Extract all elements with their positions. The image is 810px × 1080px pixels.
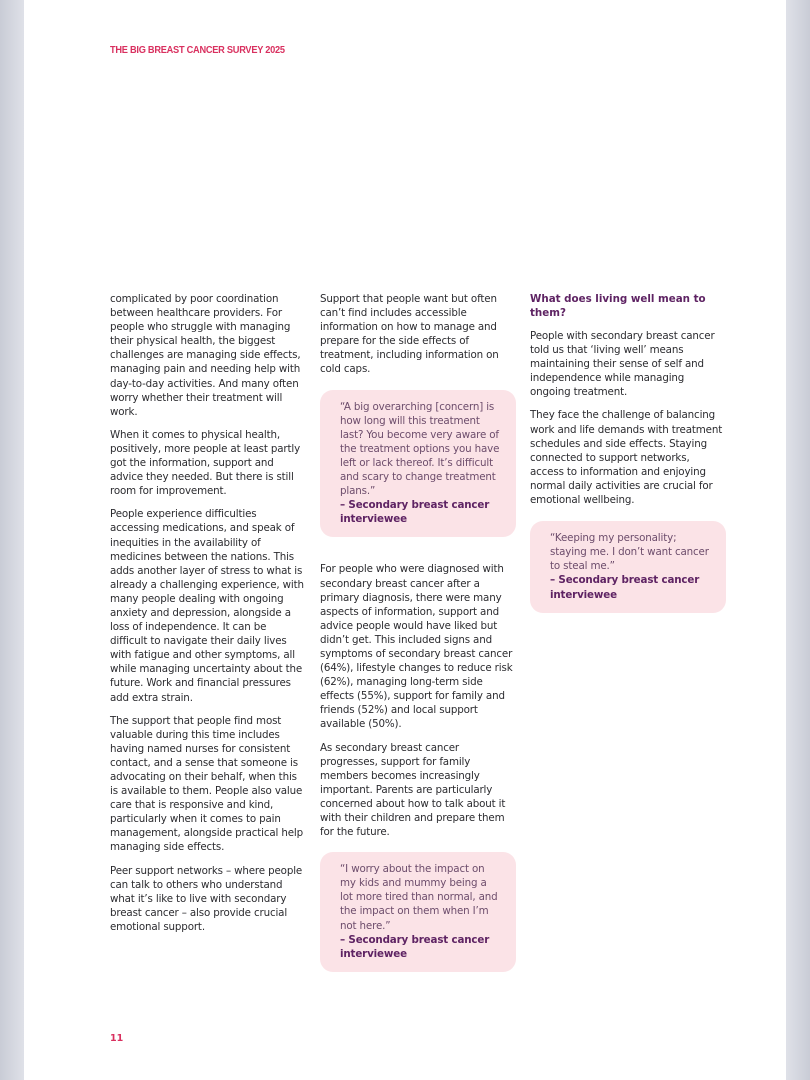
quote-attribution: – Secondary breast cancer interviewee (340, 499, 490, 526)
pull-quote (320, 390, 516, 538)
column-2 (320, 292, 516, 984)
body-paragraph: The support that people find most valuable during this time includes having named nurses for consistent contact, and a sense that someone is advocating on their behalf, when this is available to them. People also value care that is responsive and kind, particularly when it comes to pain management, alongside practical help managing side effects. (110, 714, 304, 854)
quote-text: “Keeping my personality; staying me. I don’t want cancer to steal me.” (550, 532, 709, 573)
section-heading: What does living well mean to them? (530, 293, 706, 319)
body-paragraph: Peer support networks – where people can talk to others who understand what it’s like to live with secondary breast cancer – also provide crucial emotional support. (110, 864, 303, 933)
quote-attribution: – Secondary breast cancer interviewee (340, 933, 490, 960)
pull-quote (320, 852, 516, 972)
pull-quote (530, 521, 726, 612)
document-page (24, 0, 786, 1080)
body-paragraph: As secondary breast cancer progresses, support for family members becomes increasingly important. Parents are particularly concerned about how to talk about it with their children and prepare them for the future. (320, 741, 506, 839)
column-1 (110, 292, 306, 943)
quote-text: “A big overarching [concern] is how long will this treatment last? You become very aware of the treatment options you have left or lack thereof. It’s difficult and scary to change treatment plans.” (340, 400, 500, 498)
body-paragraph: complicated by poor coordination between healthcare providers. For people who struggle with managing their physical health, the biggest challenges are managing side effects, managing pain and needing help with day-to-day activities. And many often worry whether their treatment will work. (110, 293, 301, 418)
body-paragraph: Support that people want but often can’t find includes accessible information on how to manage and prepare for the side effects of treatment, including information on cold caps. (320, 293, 499, 376)
quote-attribution: – Secondary breast cancer interviewee (550, 574, 700, 601)
running-header: THE BIG BREAST CANCER SURVEY 2025 (110, 44, 285, 56)
body-paragraph: People experience difficulties accessing medications, and speak of inequities in the availability of medicines between the nations. This adds another layer of stress to what is already a challenging experience, with many people dealing with ongoing anxiety and depression, alongside a loss of independence. It can be difficult to navigate their daily lives with fatigue and other symptoms, all while managing uncertainty about the future. Work and financial pressures add extra strain. (110, 508, 304, 704)
column-3 (530, 292, 726, 625)
body-paragraph: They face the challenge of balancing work and life demands with treatment schedules and side effects. Staying connected to support networks, access to information and enjoying normal daily activities are crucial for emotional wellbeing. (530, 409, 723, 507)
body-paragraph: People with secondary breast cancer told us that ‘living well’ means maintaining their sense of self and independence while managing ongoing treatment. (530, 330, 715, 399)
body-paragraph: For people who were diagnosed with secondary breast cancer after a primary diagnosis, there were many aspects of information, support and advice people would have liked but didn’t get. This included signs and symptoms of secondary breast cancer (64%), lifestyle changes to reduce risk (62%), managing long-term side effects (55%), support for family and friends (52%) and local support available (50%). (320, 563, 513, 731)
quote-text: “I worry about the impact on my kids and mummy being a lot more tired than normal, and the impact on them when I’m not here.” (340, 863, 498, 932)
body-paragraph: When it comes to physical health, positively, more people at least partly got the information, support and advice they needed. But there is still room for improvement. (110, 428, 301, 498)
page-number: 11 (110, 1033, 124, 1044)
